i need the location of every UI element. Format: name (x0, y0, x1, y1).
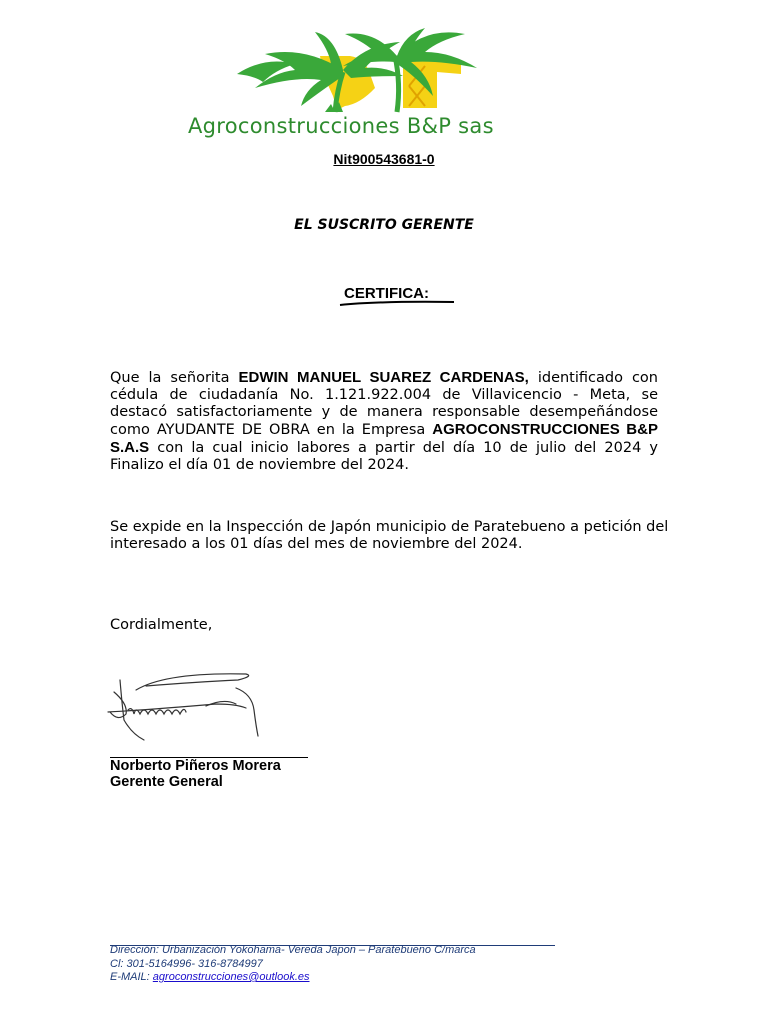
footer-contact (110, 944, 476, 985)
heading-certifica: CERTIFICA: (344, 285, 429, 302)
signer-title: Gerente General (110, 774, 223, 790)
certifica-underline (338, 298, 458, 308)
employee-name: EDWIN MANUEL SUAREZ CARDENAS, (238, 369, 529, 386)
footer-email-link[interactable]: agroconstrucciones@outlook.es (152, 971, 310, 983)
paragraph-end: con la cual inicio labores a partir del día 10 de julio del 2024 y Finalizo el día 01 de noviembre del 2024. (110, 440, 658, 473)
footer-address: Dirección: Urbanización Yokohama- Vereda Japon – Paratebueno C/marca (110, 944, 476, 956)
footer-email-label: E-MAIL: (110, 971, 153, 983)
handwritten-signature (106, 664, 266, 748)
signer-name: Norberto Piñeros Morera (110, 758, 281, 774)
company-name: AGROCONSTRUCCIONES B&P S.A.S (110, 421, 658, 456)
company-name-logo-text: Agroconstrucciones B&P sas (188, 114, 494, 138)
footer-phone: Cl: 301-5164996- 316-8784997 (110, 957, 263, 970)
company-logo (225, 26, 485, 118)
paragraph-intro: Que la señorita (110, 370, 239, 386)
certification-paragraph (110, 369, 658, 474)
paragraph-middle: identificado con cédula de ciudadanía No. 1.121.922.004 de Villavicencio - Meta, se destacó satisfactoriamente y de manera responsable desempeñándose como AYUDANTE DE OBRA en la Empresa (110, 370, 658, 438)
footer-email-row (110, 971, 476, 985)
closing-text: Cordialmente, (110, 617, 213, 633)
heading-suscrito: EL SUSCRITO GERENTE (294, 217, 474, 233)
nit-number: Nit900543681-0 (333, 151, 435, 167)
signer-block (110, 758, 281, 790)
issuance-paragraph: Se expide en la Inspección de Japón municipio de Paratebueno a petición del interesado a los 01 días del mes de noviembre del 2024. (110, 519, 669, 552)
